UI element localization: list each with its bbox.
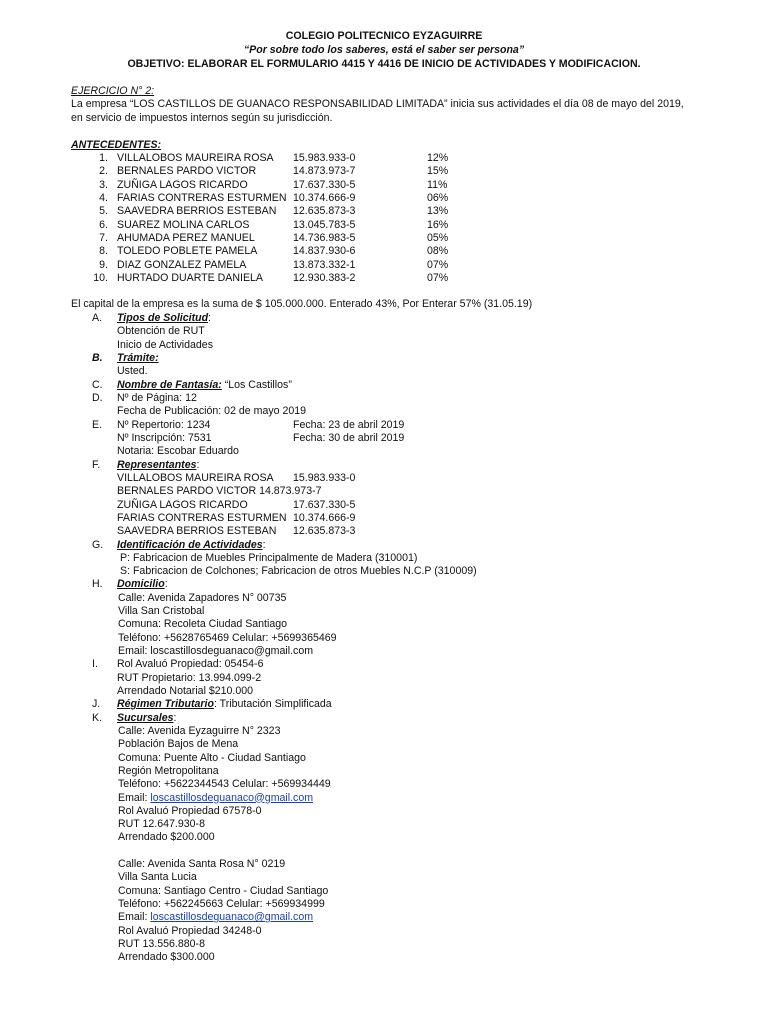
representante-name: ZUÑIGA LAGOS RICARDO	[117, 498, 248, 511]
capital-line: El capital de la empresa es la suma de $ 105.000.000. Enterado 43%, Por Enterar 57% (31.05.19)	[71, 298, 533, 310]
antecedente-percent: 11%	[427, 178, 448, 191]
section-i-line-1: Rol Avaluó Propiedad: 05454-6	[117, 658, 264, 670]
section-g-letter: G.	[92, 539, 104, 551]
section-f-letter: F.	[92, 459, 101, 471]
antecedente-name: DIAZ GONZALEZ PAMELA	[117, 258, 247, 271]
antecedente-number: 8.	[99, 245, 108, 258]
representante-rut: 10.374.666-9	[293, 511, 356, 524]
antecedente-rut: 14.837.930-6	[293, 245, 356, 258]
representante-name: SAAVEDRA BERRIOS ESTEBAN	[117, 525, 277, 538]
section-a-line-1: Obtención de RUT	[117, 325, 205, 337]
section-e-inscripcion: Nº Inscripción: 7531	[117, 432, 212, 444]
antecedente-rut: 15.983.933-0	[293, 152, 356, 164]
section-c-title: Nombre de Fantasía:	[117, 379, 222, 391]
section-g-colon: :	[262, 539, 266, 551]
branch-line: Región Metropolitana	[118, 764, 219, 777]
branch-email-line	[118, 792, 313, 805]
section-g-primary: P: Fabricacion de Muebles Principalmente de Madera (310001)	[120, 552, 418, 564]
section-f-title: Representantes	[117, 459, 197, 471]
section-d-line-2: Fecha de Publicación: 02 de mayo 2019	[117, 405, 307, 417]
antecedente-percent: 07%	[427, 272, 449, 285]
antecedente-percent: 15%	[427, 165, 449, 178]
section-e-inscripcion-date: Fecha: 30 de abril 2019	[293, 432, 405, 444]
branch-line: Teléfono: +5622344543 Celular: +569934449	[118, 778, 331, 791]
antecedente-rut: 17.637.330-5	[293, 178, 356, 191]
antecedente-name: SAAVEDRA BERRIOS ESTEBAN	[117, 205, 277, 218]
representante-rut: 17.637.330-5	[293, 498, 356, 511]
antecedente-percent: 12%	[427, 152, 449, 164]
branch-email-link[interactable]: loscastillosdeguanaco@gmail.com	[150, 911, 314, 924]
section-d-letter: D.	[92, 392, 103, 404]
section-k-letter: K.	[92, 712, 103, 724]
section-e-repertorio-date: Fecha: 23 de abril 2019	[293, 419, 405, 431]
section-i-letter: I.	[92, 658, 98, 670]
antecedente-name: AHUMADA PEREZ MANUEL	[117, 232, 255, 245]
section-h-title: Domicilio	[117, 578, 165, 590]
antecedente-rut: 12.930.383-2	[293, 272, 356, 285]
branch-email-label: Email:	[118, 791, 151, 804]
branch-line: Población Bajos de Mena	[118, 738, 239, 751]
exercise-intro-1: La empresa “LOS CASTILLOS DE GUANACO RESPONSABILIDAD LIMITADA” inicia sus actividades el día 08 de mayo del 2019,	[71, 98, 684, 110]
section-h-email: Email: loscastillosdeguanaco@gmail.com	[118, 645, 314, 657]
antecedente-number: 3.	[99, 178, 108, 191]
antecedente-name: BERNALES PARDO VICTOR	[117, 165, 257, 178]
antecedente-number: 2.	[99, 165, 108, 178]
antecedente-number: 5.	[99, 205, 108, 218]
section-k-title: Sucursales	[117, 712, 174, 724]
antecedente-rut: 13.873.332-1	[293, 258, 356, 271]
section-g-title: Identificación de Actividades	[117, 539, 263, 551]
section-f-colon: :	[196, 459, 200, 471]
branch-line: Rol Avaluó Propiedad 67578-0	[118, 804, 262, 817]
antecedente-percent: 13%	[427, 205, 449, 218]
section-j-value: : Tributación Simplificada	[213, 698, 332, 710]
antecedente-percent: 16%	[427, 218, 449, 231]
branch-line: RUT 13.556.880-8	[118, 937, 205, 950]
antecedente-name: FARIAS CONTRERAS ESTURMEN	[117, 192, 287, 205]
branch-email-line	[118, 911, 313, 924]
branch-line: Comuna: Puente Alto - Ciudad Santiago	[118, 751, 306, 764]
section-j-title: Régimen Tributario	[117, 698, 214, 710]
antecedente-name: TOLEDO POBLETE PAMELA	[117, 245, 258, 258]
section-i-line-2: RUT Propietario: 13.994.099-2	[117, 672, 262, 684]
representante-name: VILLALOBOS MAUREIRA ROSA	[117, 472, 274, 484]
section-h-letter: H.	[92, 578, 103, 590]
school-name: COLEGIO POLITECNICO EYZAGUIRRE	[285, 30, 483, 42]
antecedente-number: 10.	[93, 272, 108, 285]
antecedente-percent: 05%	[427, 232, 449, 245]
antecedente-number: 4.	[99, 192, 108, 205]
representante-name: BERNALES PARDO VICTOR 14.873.973-7	[117, 485, 322, 498]
branch-line: Villa Santa Lucia	[118, 871, 197, 884]
branch-line: RUT 12.647.930-8	[118, 818, 205, 831]
branch-email-label: Email:	[118, 911, 151, 924]
section-h-line-1: Calle: Avenida Zapadores N° 00735	[118, 592, 287, 604]
antecedente-rut: 14.736.983-5	[293, 232, 356, 245]
branch-line: Calle: Avenida Eyzaguirre N° 2323	[118, 725, 281, 737]
section-e-notaria: Notaria: Escobar Eduardo	[117, 445, 239, 457]
antecedente-percent: 08%	[427, 245, 449, 258]
section-a-letter: A.	[92, 312, 103, 324]
antecedente-percent: 06%	[427, 192, 449, 205]
section-h-colon: :	[164, 578, 168, 590]
representante-name: FARIAS CONTRERAS ESTURMEN	[117, 511, 287, 524]
antecedente-number: 6.	[99, 218, 108, 231]
antecedente-percent: 07%	[427, 258, 449, 271]
antecedente-name: ZUÑIGA LAGOS RICARDO	[117, 178, 248, 191]
branch-line: Rol Avaluó Propiedad 34248-0	[118, 924, 262, 937]
antecedente-name: VILLALOBOS MAUREIRA ROSA	[117, 152, 274, 164]
representante-rut: 12.635.873-3	[293, 525, 356, 538]
section-b-letter: B.	[92, 352, 103, 364]
exercise-title: EJERCICIO N° 2:	[71, 85, 155, 97]
antecedente-rut: 10.374.666-9	[293, 192, 356, 205]
branch-line: Calle: Avenida Santa Rosa N° 0219	[118, 858, 286, 870]
antecedente-number: 7.	[99, 232, 108, 245]
representante-rut: 15.983.933-0	[293, 472, 356, 484]
section-a-title: Tipos de Solicitud	[117, 312, 209, 324]
antecedentes-title: ANTECEDENTES:	[71, 139, 162, 151]
section-h-line-2: Villa San Cristobal	[118, 605, 205, 617]
branch-email-link[interactable]: loscastillosdeguanaco@gmail.com	[150, 791, 314, 804]
section-e-repertorio: Nº Repertorio: 1234	[117, 419, 211, 431]
branch-line: Arrendado $300.000	[118, 951, 215, 964]
section-b-line-1: Usted.	[117, 365, 148, 377]
antecedente-rut: 13.045.783-5	[293, 218, 356, 231]
section-g-secondary: S: Fabricacion de Colchones; Fabricacion de otros Muebles N.C.P (310009)	[120, 565, 477, 577]
antecedente-name: SUAREZ MOLINA CARLOS	[117, 218, 250, 231]
objective-line: OBJETIVO: ELABORAR EL FORMULARIO 4415 Y 4416 DE INICIO DE ACTIVIDADES Y MODIFICACION.	[127, 58, 641, 70]
section-c-value: “Los Castillos”	[221, 379, 292, 391]
section-i-line-3: Arrendado Notarial $210.000	[117, 685, 254, 697]
section-h-line-3: Comuna: Recoleta Ciudad Santiago	[118, 618, 288, 630]
section-h-line-4: Teléfono: +5628765469 Celular: +5699365469	[118, 632, 337, 644]
section-k-colon: :	[173, 712, 177, 724]
section-a-colon: :	[208, 312, 211, 324]
antecedente-number: 1.	[99, 152, 108, 164]
section-b-title: Trámite:	[117, 352, 159, 364]
section-e-letter: E.	[92, 419, 103, 431]
section-j-letter: J.	[92, 698, 101, 710]
section-d-line-1: Nº de Página: 12	[117, 392, 197, 404]
section-a-line-2: Inicio de Actividades	[117, 339, 213, 351]
antecedente-number: 9.	[99, 258, 108, 271]
branch-line: Comuna: Santiago Centro - Ciudad Santiago	[118, 884, 329, 897]
branch-line: Arrendado $200.000	[118, 831, 215, 844]
school-motto: “Por sobre todo los saberes, está el saber ser persona”	[243, 44, 525, 56]
exercise-intro-2: en servicio de impuestos internos según su jurisdicción.	[71, 112, 333, 124]
antecedente-name: HURTADO DUARTE DANIELA	[117, 272, 263, 285]
section-c-letter: C.	[92, 379, 103, 391]
antecedente-rut: 12.635.873-3	[293, 205, 356, 218]
branch-line: Teléfono: +562245663 Celular: +569934999	[118, 897, 325, 910]
antecedente-rut: 14.873.973-7	[293, 165, 356, 178]
